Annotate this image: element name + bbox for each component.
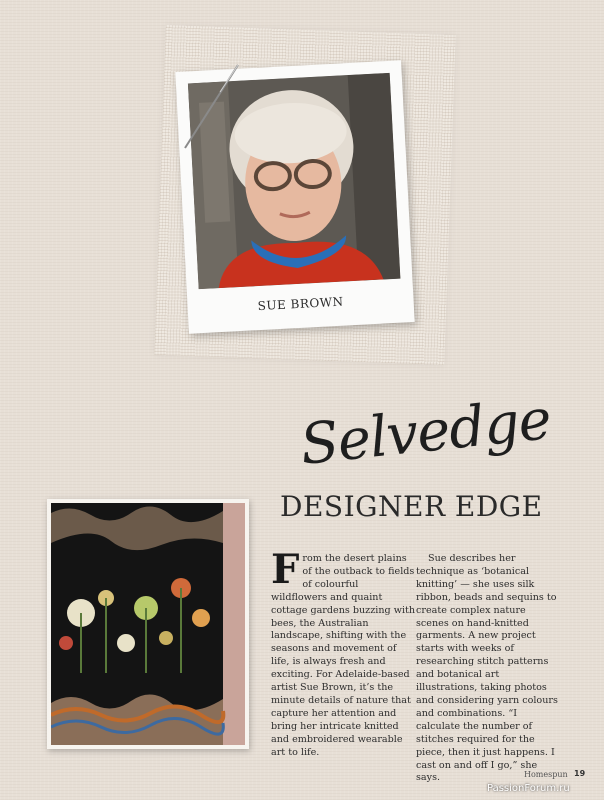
body-column-1 [271, 546, 416, 760]
drop-cap: F [271, 546, 300, 593]
page-number: 19 [574, 769, 586, 778]
magazine-name: Homespun [524, 770, 568, 779]
watermark: PassionForum.ru [487, 783, 570, 794]
script-title: Selvedge [297, 387, 554, 478]
portrait-caption: SUE BROWN [257, 294, 344, 314]
body-paragraph-2: Sue describes her technique as ‘botanical knitting’ — she uses silk ribbon, beads and sequins to create complex nature scenes on hand-knitted garments. A new project starts with weeks of researching stitch patterns and botanical art illustrations, taking photos and considering yarn colours and combinations. “I calculate the number of stitches required for the piece, then it just happens. I cast on and off I go,” she says. [416, 553, 558, 784]
pin-icon [180, 60, 250, 155]
body-paragraph-1: rom the desert plains of the outback to fields of colourful wildflowers and quaint cottage gardens buzzing with bees, the Australian landscape, shifting with the seasons and movement of life, is always fresh and exciting. For Adelaide-based artist Sue Brown, it’s the minute details of nature that capture her attention and bring her intricate knitted and embroidered wearable art to life. [271, 553, 416, 758]
botanical-knitting-photo [51, 503, 245, 745]
body-column-2 [416, 553, 561, 785]
knitwear-photo-frame [47, 499, 249, 749]
article-subtitle: DESIGNER EDGE [280, 490, 543, 523]
